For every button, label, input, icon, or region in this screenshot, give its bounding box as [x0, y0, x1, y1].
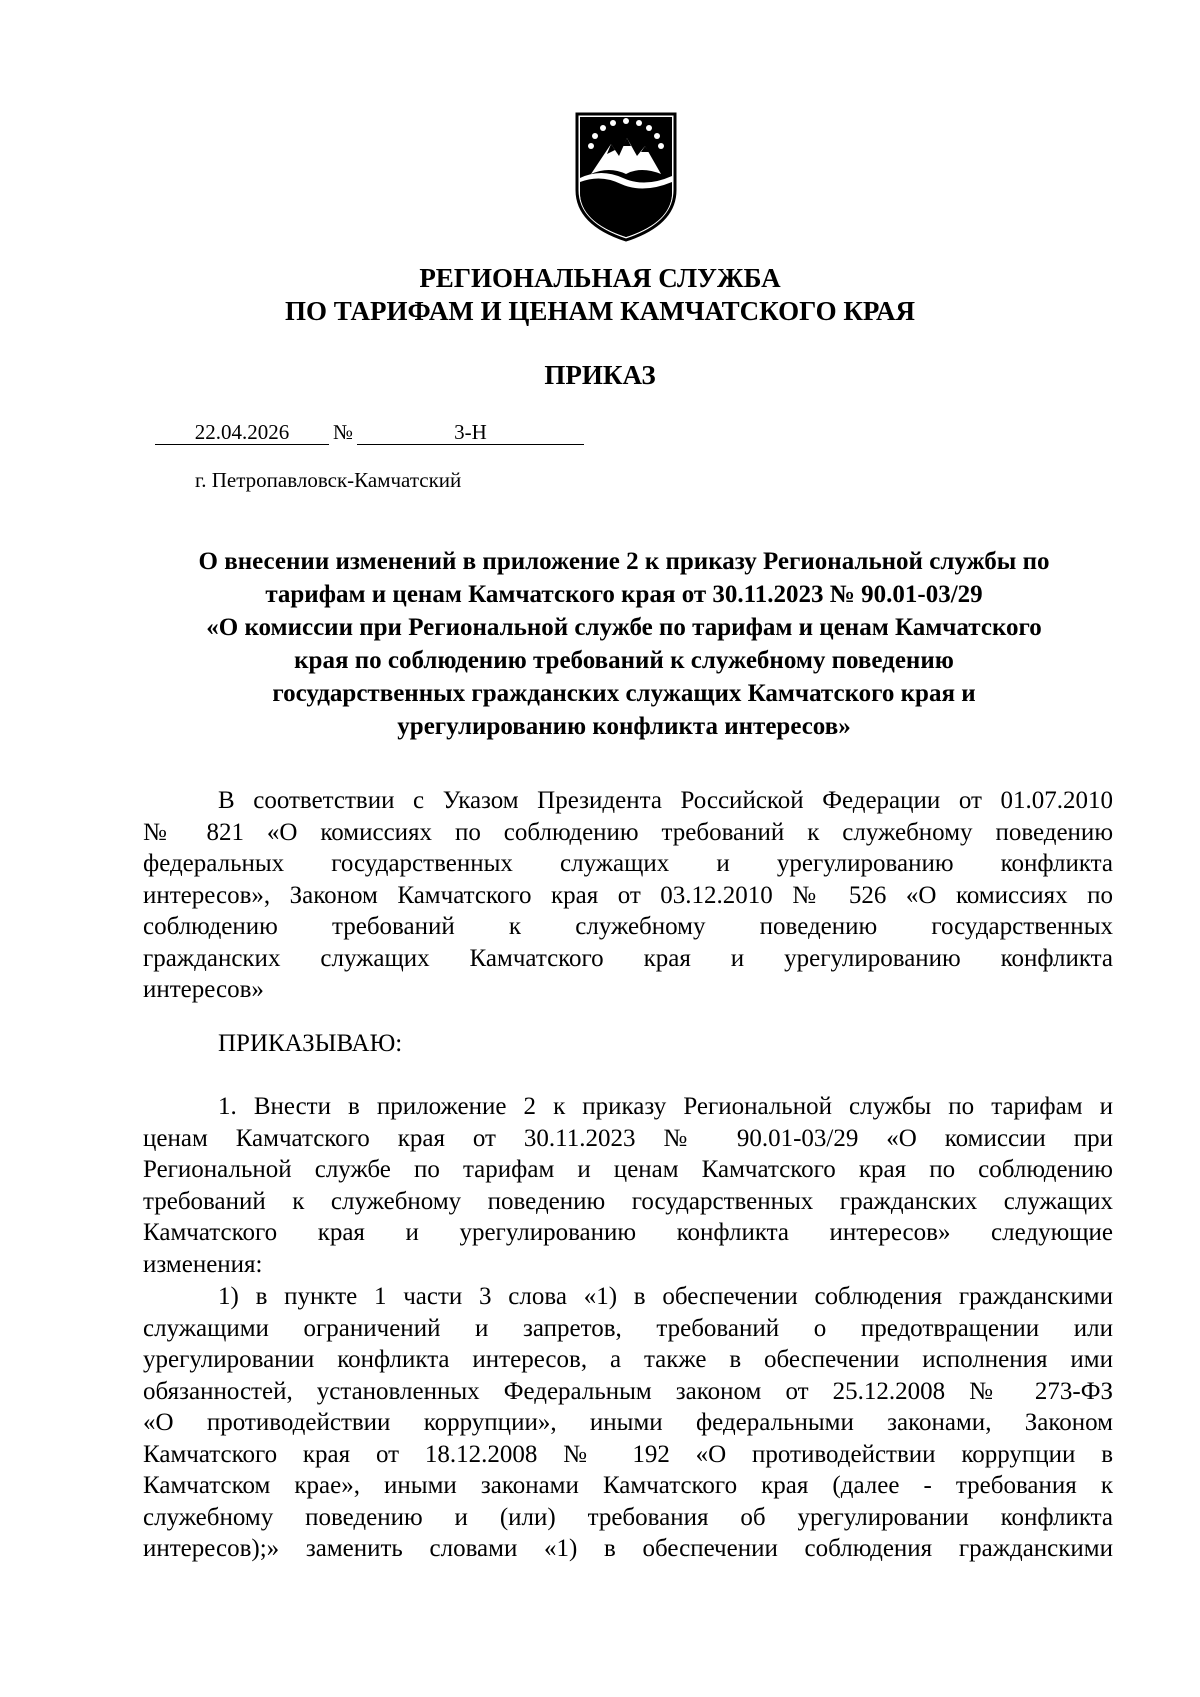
number-sign: № — [333, 420, 354, 444]
subject-line: государственных гражданских служащих Камчатского края и — [272, 680, 976, 707]
preamble-paragraph — [143, 785, 1113, 1006]
text-line: федеральных государственных служащих и урегулированию конфликта — [143, 850, 1113, 877]
text-line: Региональной службе по тарифам и ценам Камчатского края по соблюдению — [143, 1156, 1113, 1183]
text-line: № 821 «О комиссиях по соблюдению требований к служебному поведению — [143, 818, 1113, 846]
item-1-subitem-1-paragraph — [143, 1281, 1113, 1565]
text-line: Камчатского края от 18.12.2008 № 192 «О противодействии коррупции в — [143, 1440, 1113, 1468]
text-line: интересов», Законом Камчатского края от 03.12.2010 № 526 «О комиссиях по — [143, 881, 1113, 909]
text-line: служащими ограничений и запретов, требований о предотвращении или — [143, 1314, 1113, 1342]
organization-name-line-1: РЕГИОНАЛЬНАЯ СЛУЖБА — [419, 263, 781, 293]
text-line: 1. Внести в приложение 2 к приказу Региональной службы по тарифам и — [218, 1093, 1113, 1120]
text-line: обязанностей, установленных Федеральным законом от 25.12.2008 № 273-ФЗ — [143, 1377, 1113, 1405]
text-line: интересов» — [143, 976, 264, 1003]
text-line: «О противодействии коррупции», иными федеральными законами, Законом — [143, 1409, 1113, 1436]
text-line: урегулировании конфликта интересов, а также в обеспечении исполнения ими — [143, 1346, 1113, 1373]
document-type-title: ПРИКАЗ — [544, 360, 656, 390]
subject-line: урегулированию конфликта интересов» — [397, 713, 851, 740]
text-line: требований к служебному поведению государственных гражданских служащих — [143, 1187, 1113, 1215]
text-line: гражданских служащих Камчатского края и урегулированию конфликта — [143, 944, 1113, 972]
text-line: Камчатском крае», иными законами Камчатского края (далее - требования к — [143, 1472, 1113, 1499]
document-date: 22.04.2026 — [155, 420, 329, 445]
text-line: служебному поведению и (или) требования об урегулировании конфликта — [143, 1503, 1113, 1531]
text-line: 1) в пункте 1 части 3 слова «1) в обеспечении соблюдения гражданскими — [218, 1283, 1113, 1310]
item-1-paragraph — [143, 1091, 1113, 1280]
subject-line: О внесении изменений в приложение 2 к приказу Региональной службы по — [198, 548, 1050, 575]
kamchatka-coat-of-arms-icon — [571, 112, 681, 242]
text-line: изменения: — [143, 1250, 263, 1278]
text-line: В соответствии с Указом Президента Российской Федерации от 01.07.2010 — [218, 787, 1113, 814]
text-line: Камчатского края и урегулированию конфликта интересов» следующие — [143, 1219, 1113, 1246]
order-word: ПРИКАЗЫВАЮ: — [218, 1030, 403, 1057]
text-line: ценам Камчатского края от 30.11.2023 № 90.01-03/29 «О комиссии при — [143, 1124, 1113, 1152]
document-city: г. Петропавловск-Камчатский — [195, 468, 462, 492]
subject-line: «О комиссии при Региональной службе по тарифам и ценам Камчатского — [206, 614, 1042, 641]
document-number: 3-Н — [357, 420, 584, 445]
document-subject — [135, 545, 1113, 743]
text-line: соблюдению требований к служебному поведению государственных — [143, 913, 1113, 940]
subject-line: края по соблюдению требований к служебному поведению — [294, 647, 954, 674]
text-line: интересов);» заменить словами «1) в обеспечении соблюдения гражданскими — [143, 1535, 1113, 1562]
subject-line: тарифам и ценам Камчатского края от 30.11.2023 № 90.01-03/29 — [265, 581, 983, 608]
organization-name-line-2: ПО ТАРИФАМ И ЦЕНАМ КАМЧАТСКОГО КРАЯ — [285, 296, 915, 326]
